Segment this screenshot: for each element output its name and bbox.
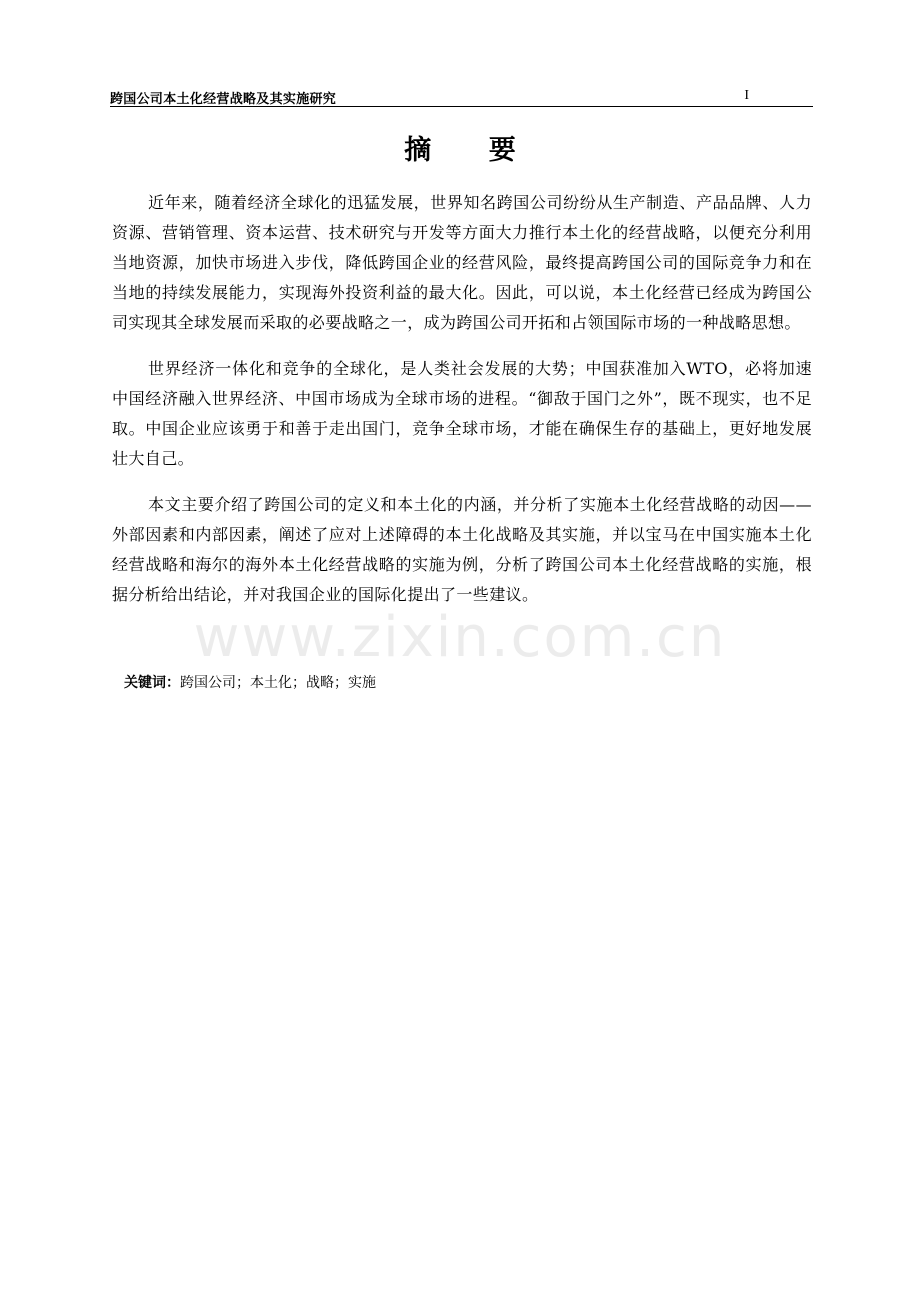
keywords-value: 跨国公司；本土化；战略；实施 bbox=[180, 675, 376, 691]
watermark: www.zixin.com.cn bbox=[193, 605, 727, 670]
page-header bbox=[110, 86, 813, 107]
abstract-paragraph: 近年来，随着经济全球化的迅猛发展，世界知名跨国公司纷纷从生产制造、产品品牌、人力资源、营销管理、资本运营、技术研究与开发等方面大力推行本土化的经营战略，以便充分利用当地资源，加快市场进入步伐，降低跨国企业的经营风险，最终提高跨国公司的国际竞争力和在当地的持续发展能力，实现海外投资利益的最大化。因此，可以说，本土化经营已经成为跨国公司实现其全球发展而采取的必要战略之一，成为跨国公司开拓和占领国际市场的一种战略思想。 bbox=[112, 193, 812, 332]
header-title: 跨国公司本土化经营战略及其实施研究 bbox=[110, 92, 337, 107]
keywords-line bbox=[124, 672, 376, 692]
abstract-paragraph: 世界经济一体化和竞争的全球化，是人类社会发展的大势；中国获准加入WTO，必将加速中国经济融入世界经济、中国市场成为全球市场的进程。“御敌于国门之外”，既不现实，也不足取。中国企业应该勇于和善于走出国门，竞争全球市场，才能在确保生存的基础上，更好地发展壮大自己。 bbox=[112, 359, 812, 468]
abstract-title: 摘 要 bbox=[404, 135, 540, 166]
abstract-paragraph: 本文主要介绍了跨国公司的定义和本土化的内涵，并分析了实施本土化经营战略的动因——外部因素和内部因素，阐述了应对上述障碍的本土化战略及其实施，并以宝马在中国实施本土化经营战略和海尔的海外本土化经营战略的实施为例，分析了跨国公司本土化经营战略的实施，根据分析给出结论，并对我国企业的国际化提出了一些建议。 bbox=[112, 495, 812, 604]
header-page-number: I bbox=[744, 88, 749, 103]
abstract-body bbox=[112, 188, 812, 626]
keywords-label: 关键词： bbox=[124, 675, 180, 691]
